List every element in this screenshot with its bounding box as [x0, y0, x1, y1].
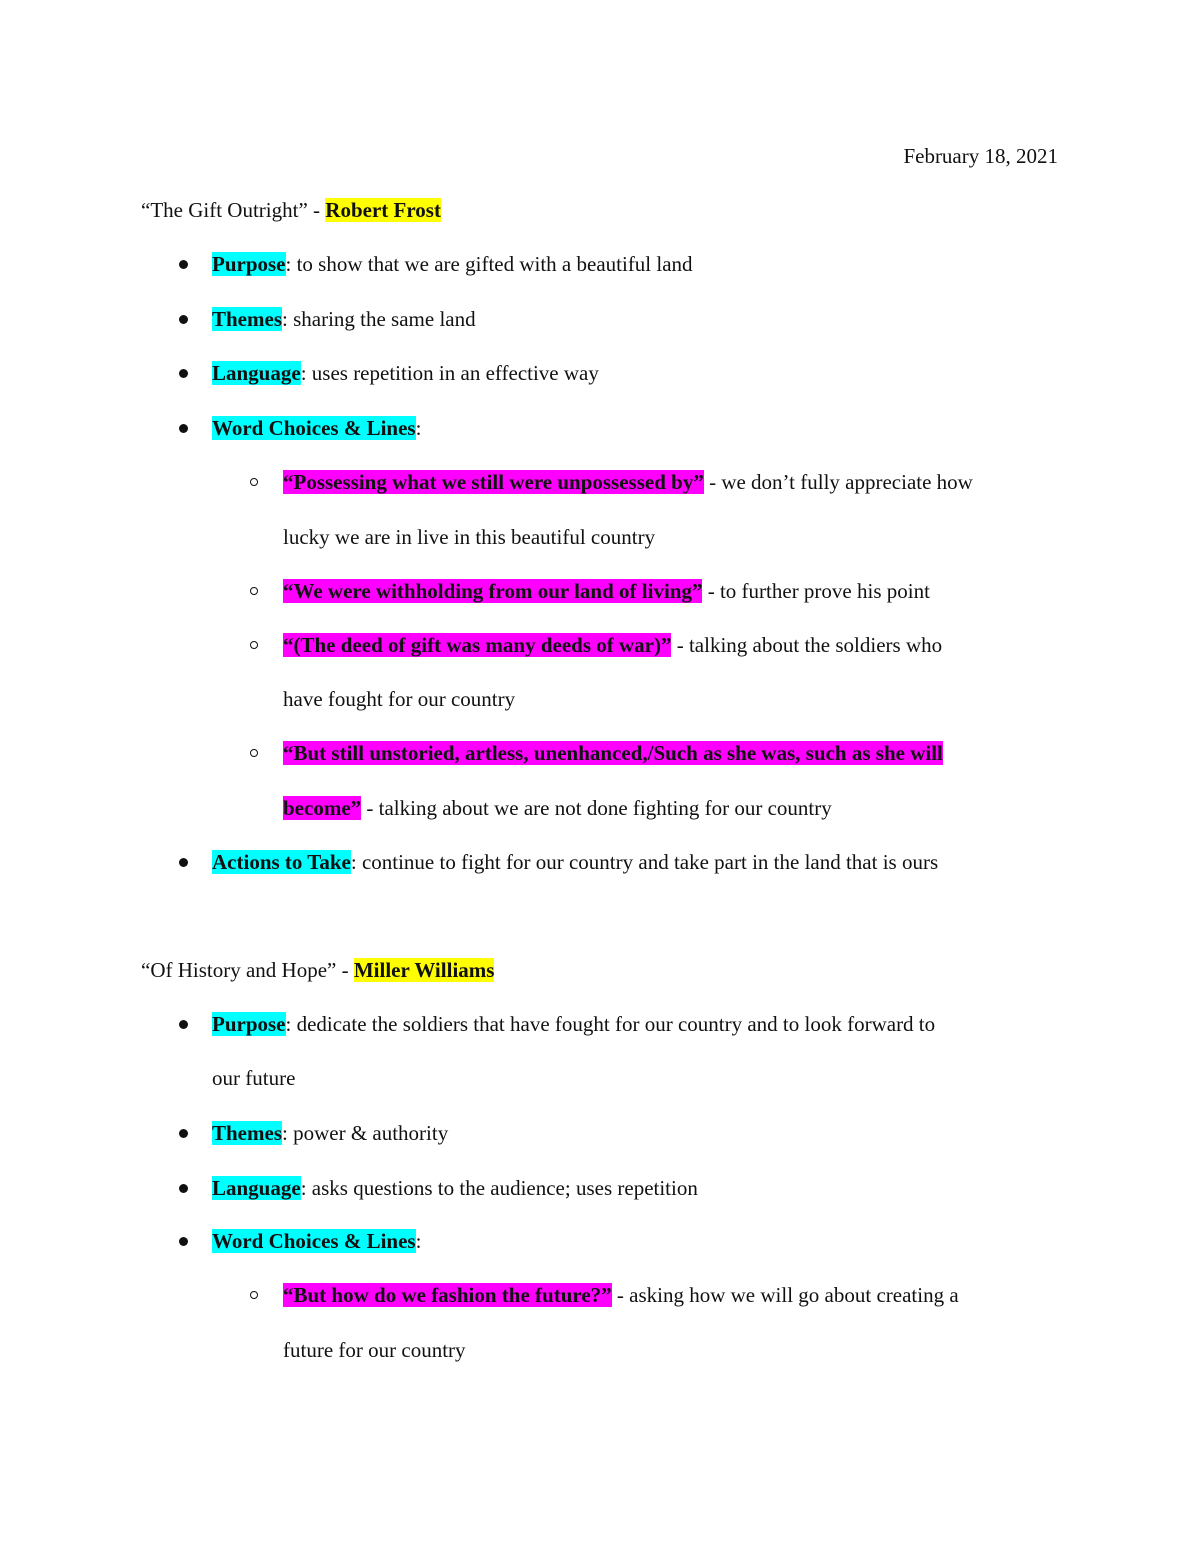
poem1-author: Robert Frost: [325, 198, 441, 222]
sub-bullet-icon: [250, 1291, 258, 1299]
poem1-title: “The Gift Outright”: [141, 198, 308, 222]
poem1-purpose: [212, 251, 693, 277]
quote-text: “Possessing what we still were unpossessed by”: [283, 470, 704, 494]
poem2-quote1: [283, 1282, 959, 1308]
purpose-text: : to show that we are gifted with a beautiful land: [285, 252, 693, 276]
poem2-author: Miller Williams: [353, 958, 495, 982]
word-choices-text: :: [415, 1229, 422, 1253]
themes-text: : sharing the same land: [282, 307, 476, 331]
quote-text: “We were withholding from our land of living”: [283, 579, 703, 603]
language-label: Language: [212, 1176, 301, 1200]
bullet-icon: [179, 1237, 188, 1246]
sub-bullet-icon: [250, 749, 258, 757]
quote-comment: - talking about the soldiers who: [671, 633, 943, 657]
language-label: Language: [212, 361, 301, 385]
poem1-separator: -: [307, 198, 326, 222]
sub-bullet-icon: [250, 587, 258, 595]
purpose-label: Purpose: [212, 252, 286, 276]
poem2-word-choices: [212, 1228, 421, 1254]
word-choices-text: :: [415, 416, 422, 440]
bullet-icon: [179, 1020, 188, 1029]
poem1-quote4-continuation: [283, 795, 832, 821]
quote-text: “(The deed of gift was many deeds of war)”: [283, 633, 672, 657]
bullet-icon: [179, 424, 188, 433]
bullet-icon: [179, 1184, 188, 1193]
purpose-label: Purpose: [212, 1012, 286, 1036]
quote-comment: - we don’t fully appreciate how: [703, 470, 973, 494]
quote-text: “But still unstoried, artless, unenhanced,/Such as she was, such as she will: [283, 741, 943, 765]
bullet-icon: [179, 1129, 188, 1138]
quote-comment: - to further prove his point: [702, 579, 930, 603]
themes-label: Themes: [212, 307, 282, 331]
poem1-heading: [141, 197, 441, 223]
word-choices-label: Word Choices & Lines: [212, 416, 416, 440]
poem2-title: “Of History and Hope”: [141, 958, 337, 982]
quote-text: become”: [283, 796, 362, 820]
poem2-quote1-continuation: future for our country: [283, 1338, 466, 1362]
bullet-icon: [179, 315, 188, 324]
themes-text: : power & authority: [282, 1121, 449, 1145]
poem2-themes: [212, 1120, 448, 1146]
poem1-themes: [212, 306, 476, 332]
bullet-icon: [179, 858, 188, 867]
purpose-text: : dedicate the soldiers that have fought for our country and to look forward to: [285, 1012, 936, 1036]
language-text: : asks questions to the audience; uses repetition: [300, 1176, 698, 1200]
actions-text: : continue to fight for our country and take part in the land that is ours: [350, 850, 939, 874]
poem2-separator: -: [336, 958, 354, 982]
poem2-language: [212, 1175, 698, 1201]
poem1-word-choices: [212, 415, 421, 441]
poem1-quote2: [283, 578, 930, 604]
poem1-quote4: [283, 740, 943, 766]
bullet-icon: [179, 260, 188, 269]
poem1-actions: [212, 849, 938, 875]
quote-text: “But how do we fashion the future?”: [283, 1283, 612, 1307]
quote-comment: - asking how we will go about creating a: [611, 1283, 959, 1307]
actions-label: Actions to Take: [212, 850, 351, 874]
word-choices-label: Word Choices & Lines: [212, 1229, 416, 1253]
document-date: February 18, 2021: [903, 144, 1058, 168]
bullet-icon: [179, 369, 188, 378]
sub-bullet-icon: [250, 478, 258, 486]
poem1-language: [212, 360, 599, 386]
themes-label: Themes: [212, 1121, 282, 1145]
language-text: : uses repetition in an effective way: [300, 361, 599, 385]
sub-bullet-icon: [250, 641, 258, 649]
poem2-purpose: [212, 1011, 935, 1037]
poem1-quote3-continuation: have fought for our country: [283, 687, 516, 711]
poem1-quote1: [283, 469, 973, 495]
quote-comment: - talking about we are not done fighting for our country: [361, 796, 832, 820]
poem2-heading: [141, 957, 494, 983]
poem1-quote3: [283, 632, 942, 658]
poem1-quote1-continuation: lucky we are in live in this beautiful country: [283, 525, 656, 549]
poem2-purpose-continuation: our future: [212, 1066, 296, 1090]
